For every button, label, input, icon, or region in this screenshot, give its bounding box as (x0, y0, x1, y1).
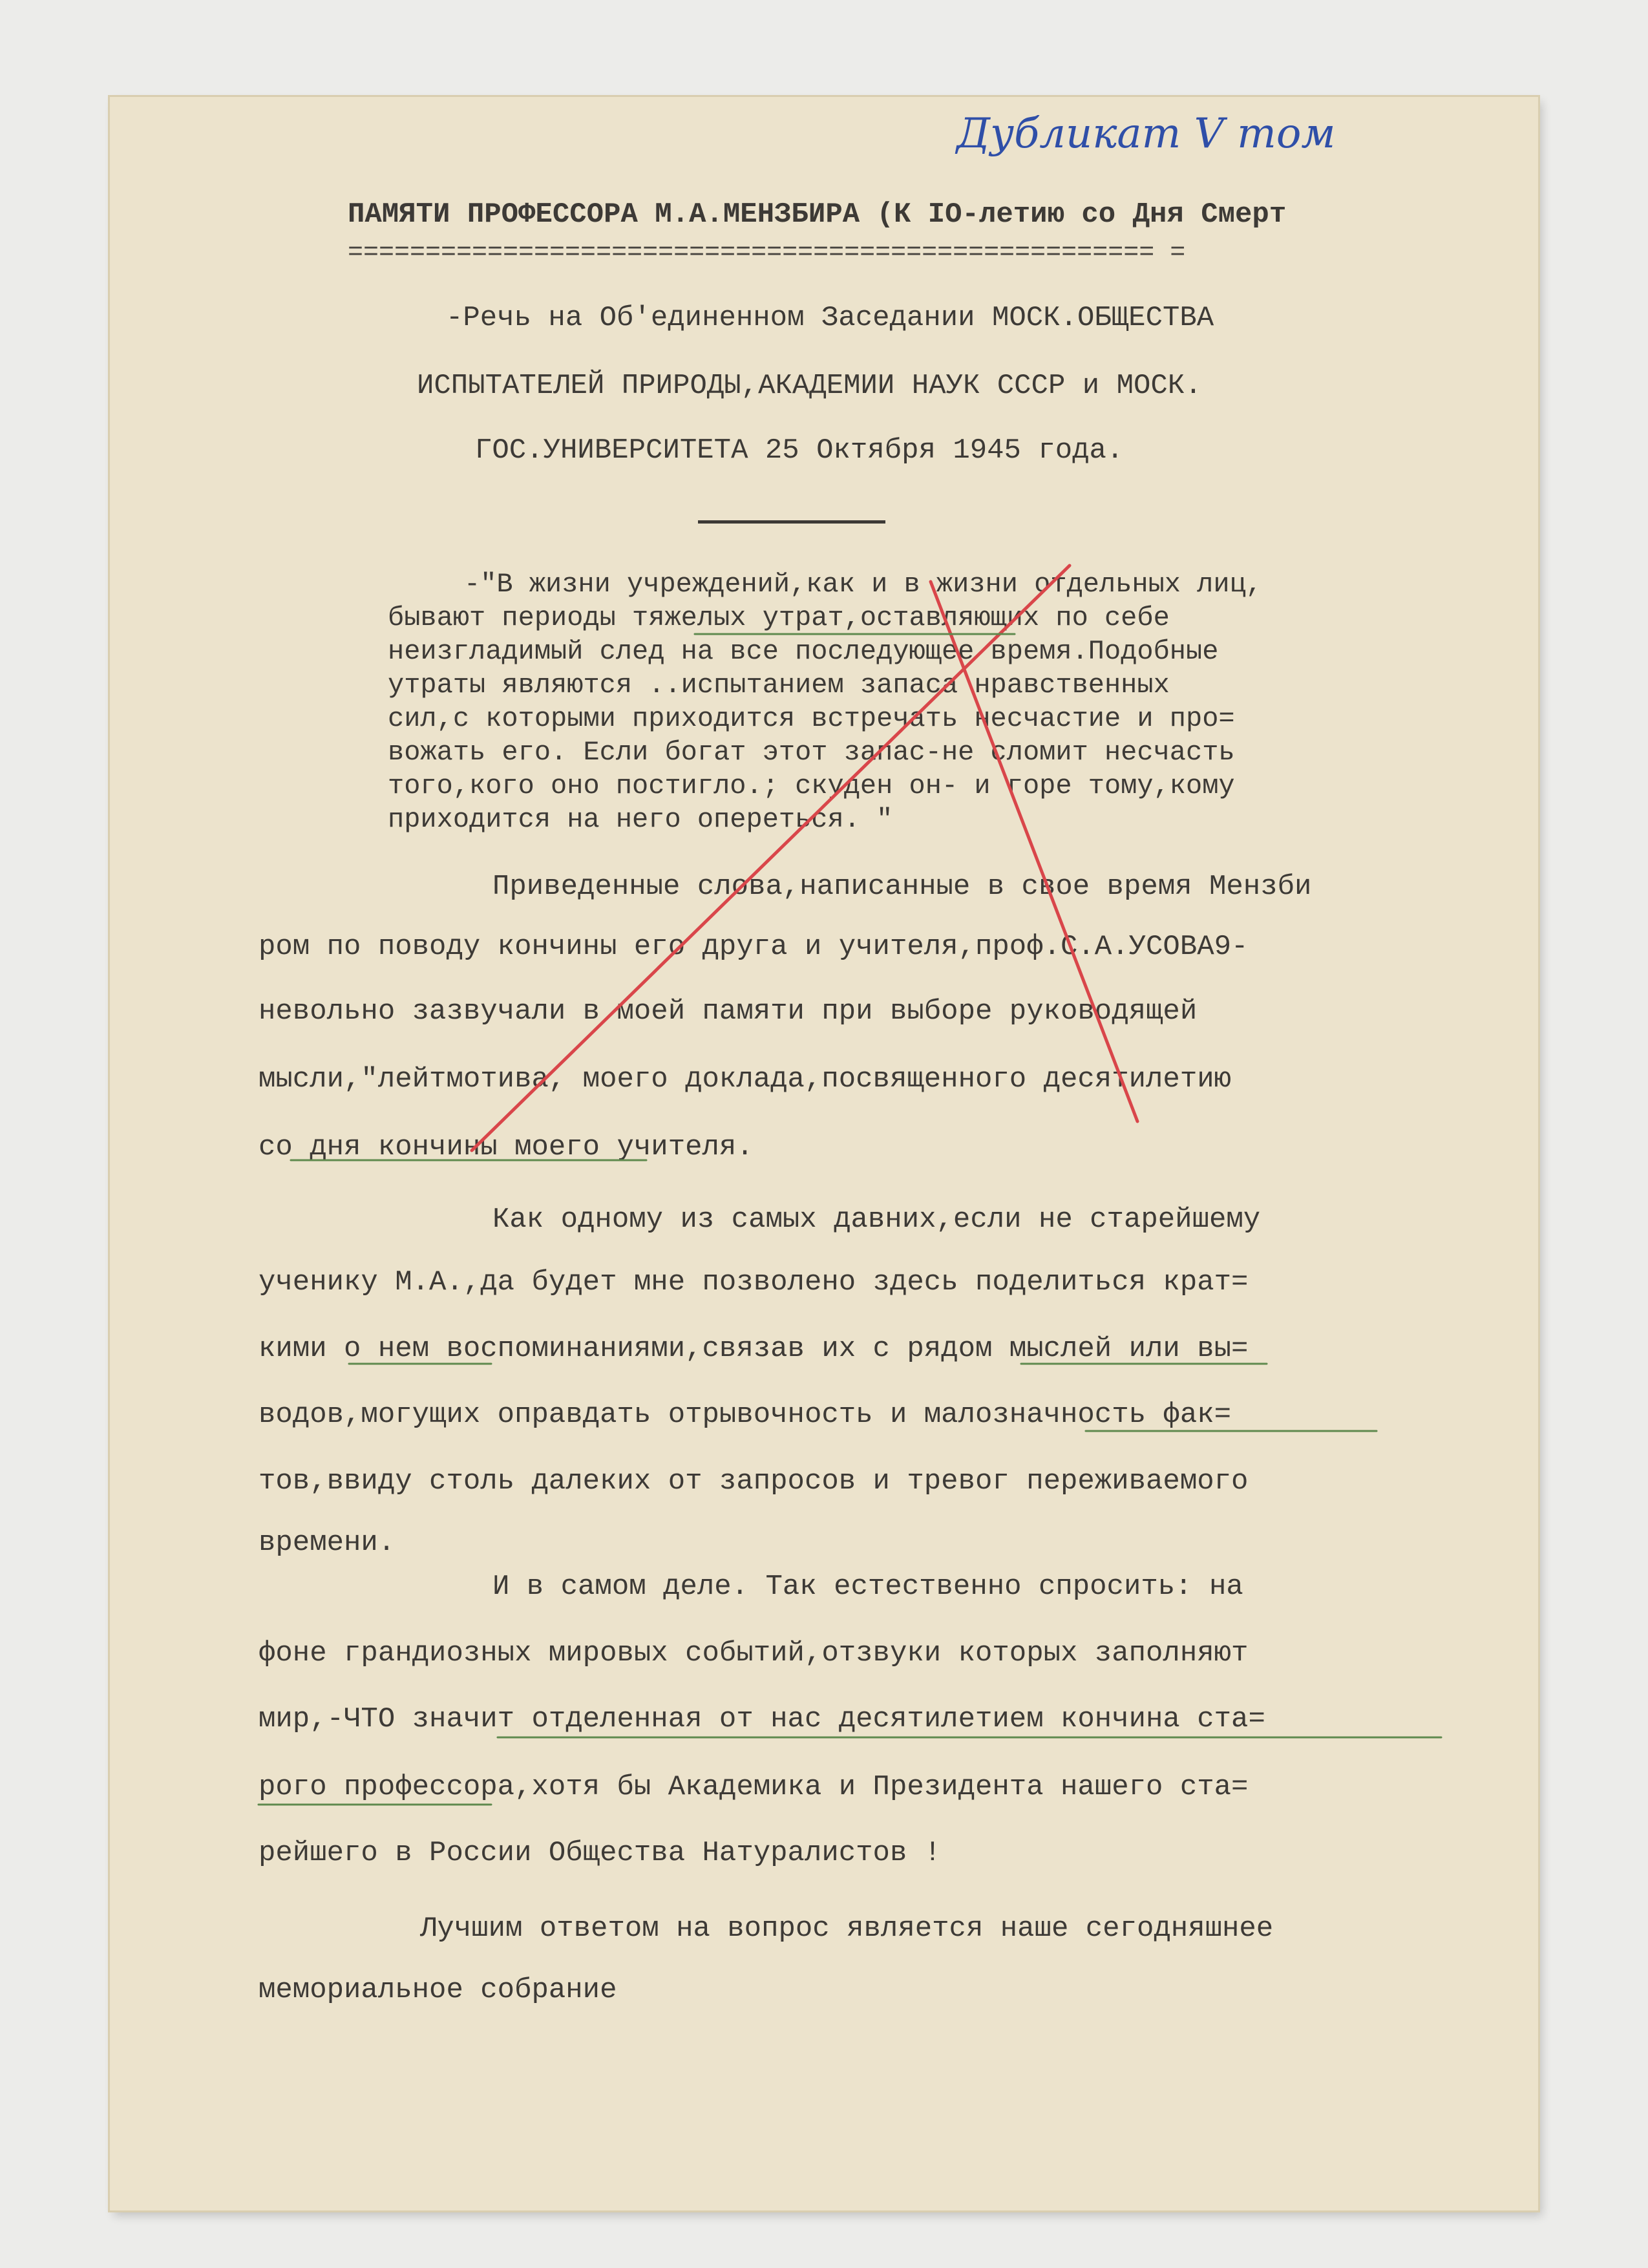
quote-line: приходится на него опереться. " (388, 804, 893, 835)
paragraph-line: времени. (259, 1527, 396, 1559)
paragraph-line: Лучшим ответом на вопрос является наше сегодняшнее (420, 1913, 1274, 1945)
handwritten-note: Дубликат V том (956, 110, 1336, 158)
quote-line: сил,с которыми приходится встречать несчастие и про= (388, 703, 1235, 734)
paragraph-line: Как одному из самых давних,если не старейшему (492, 1203, 1261, 1236)
document-title: ПАМЯТИ ПРОФЕССОРА М.А.МЕНЗБИРА (К IO-летию со Дня Смерт (348, 198, 1287, 231)
paragraph-line: невольно зазвучали в моей памяти при выборе руководящей (259, 995, 1198, 1028)
subtitle-line-1: -Речь на Об'единенном Заседании МОСК.ОБЩЕСТВА (446, 302, 1214, 334)
quote-line: вожать его. Если богат этот запас-не сломит несчасть (388, 737, 1235, 768)
paragraph-line: рого профессора,хотя бы Академика и Президента нашего ста= (259, 1771, 1249, 1803)
paragraph-line: ром по поводу кончины его друга и учителя,проф.С.А.УСОВА9- (259, 931, 1249, 963)
paragraph-line: мысли,"лейтмотива, моего доклада,посвященного десятилетию (259, 1063, 1232, 1096)
paragraph-line: мир,-ЧТО значит отделенная от нас десятилетием кончина ста= (259, 1703, 1265, 1735)
title-rule: ==================================================== = (348, 238, 1186, 268)
paragraph-line: ученику М.А.,да будет мне позволено здесь поделиться крат= (259, 1266, 1249, 1298)
paragraph-line: тов,ввиду столь далеких от запросов и тревог переживаемого (259, 1465, 1249, 1498)
quote-line: того,кого оно постигло.; скуден он- и горе тому,кому (388, 770, 1235, 801)
paragraph-line: Приведенные слова,написанные в свое время Мензби (492, 871, 1312, 903)
paragraph-line: фоне грандиозных мировых событий,отзвуки которых заполняют (259, 1637, 1249, 1669)
paragraph-line: кими о нем воспоминаниями,связав их с рядом мыслей или вы= (259, 1333, 1249, 1365)
subtitle-line-3: ГОС.УНИВЕРСИТЕТА 25 Октября 1945 года. (475, 434, 1124, 467)
quote-line: утраты являются ..испытанием запаса нравственных (388, 670, 1170, 701)
quote-line: бывают периоды тяжелых утрат,оставляющих по себе (388, 602, 1170, 633)
paragraph-line: водов,могущих оправдать отрывочность и малозначность фак= (259, 1399, 1232, 1431)
paragraph-line: мемориальное собрание (259, 1974, 617, 2006)
paragraph-line: И в самом деле. Так естественно спросить: на (492, 1571, 1243, 1603)
paragraph-line: рейшего в России Общества Натуралистов ! (259, 1837, 942, 1869)
subtitle-line-2: ИСПЫТАТЕЛЕЙ ПРИРОДЫ,АКАДЕМИИ НАУК СССР и МОСК. (417, 370, 1202, 402)
paragraph-line: со дня кончины моего учителя. (259, 1131, 754, 1163)
quote-line: -"В жизни учреждений,как и в жизни отдельных лиц, (464, 569, 1263, 600)
section-separator (698, 520, 885, 524)
quote-line: неизгладимый след на все последующее время.Подобные (388, 636, 1219, 667)
